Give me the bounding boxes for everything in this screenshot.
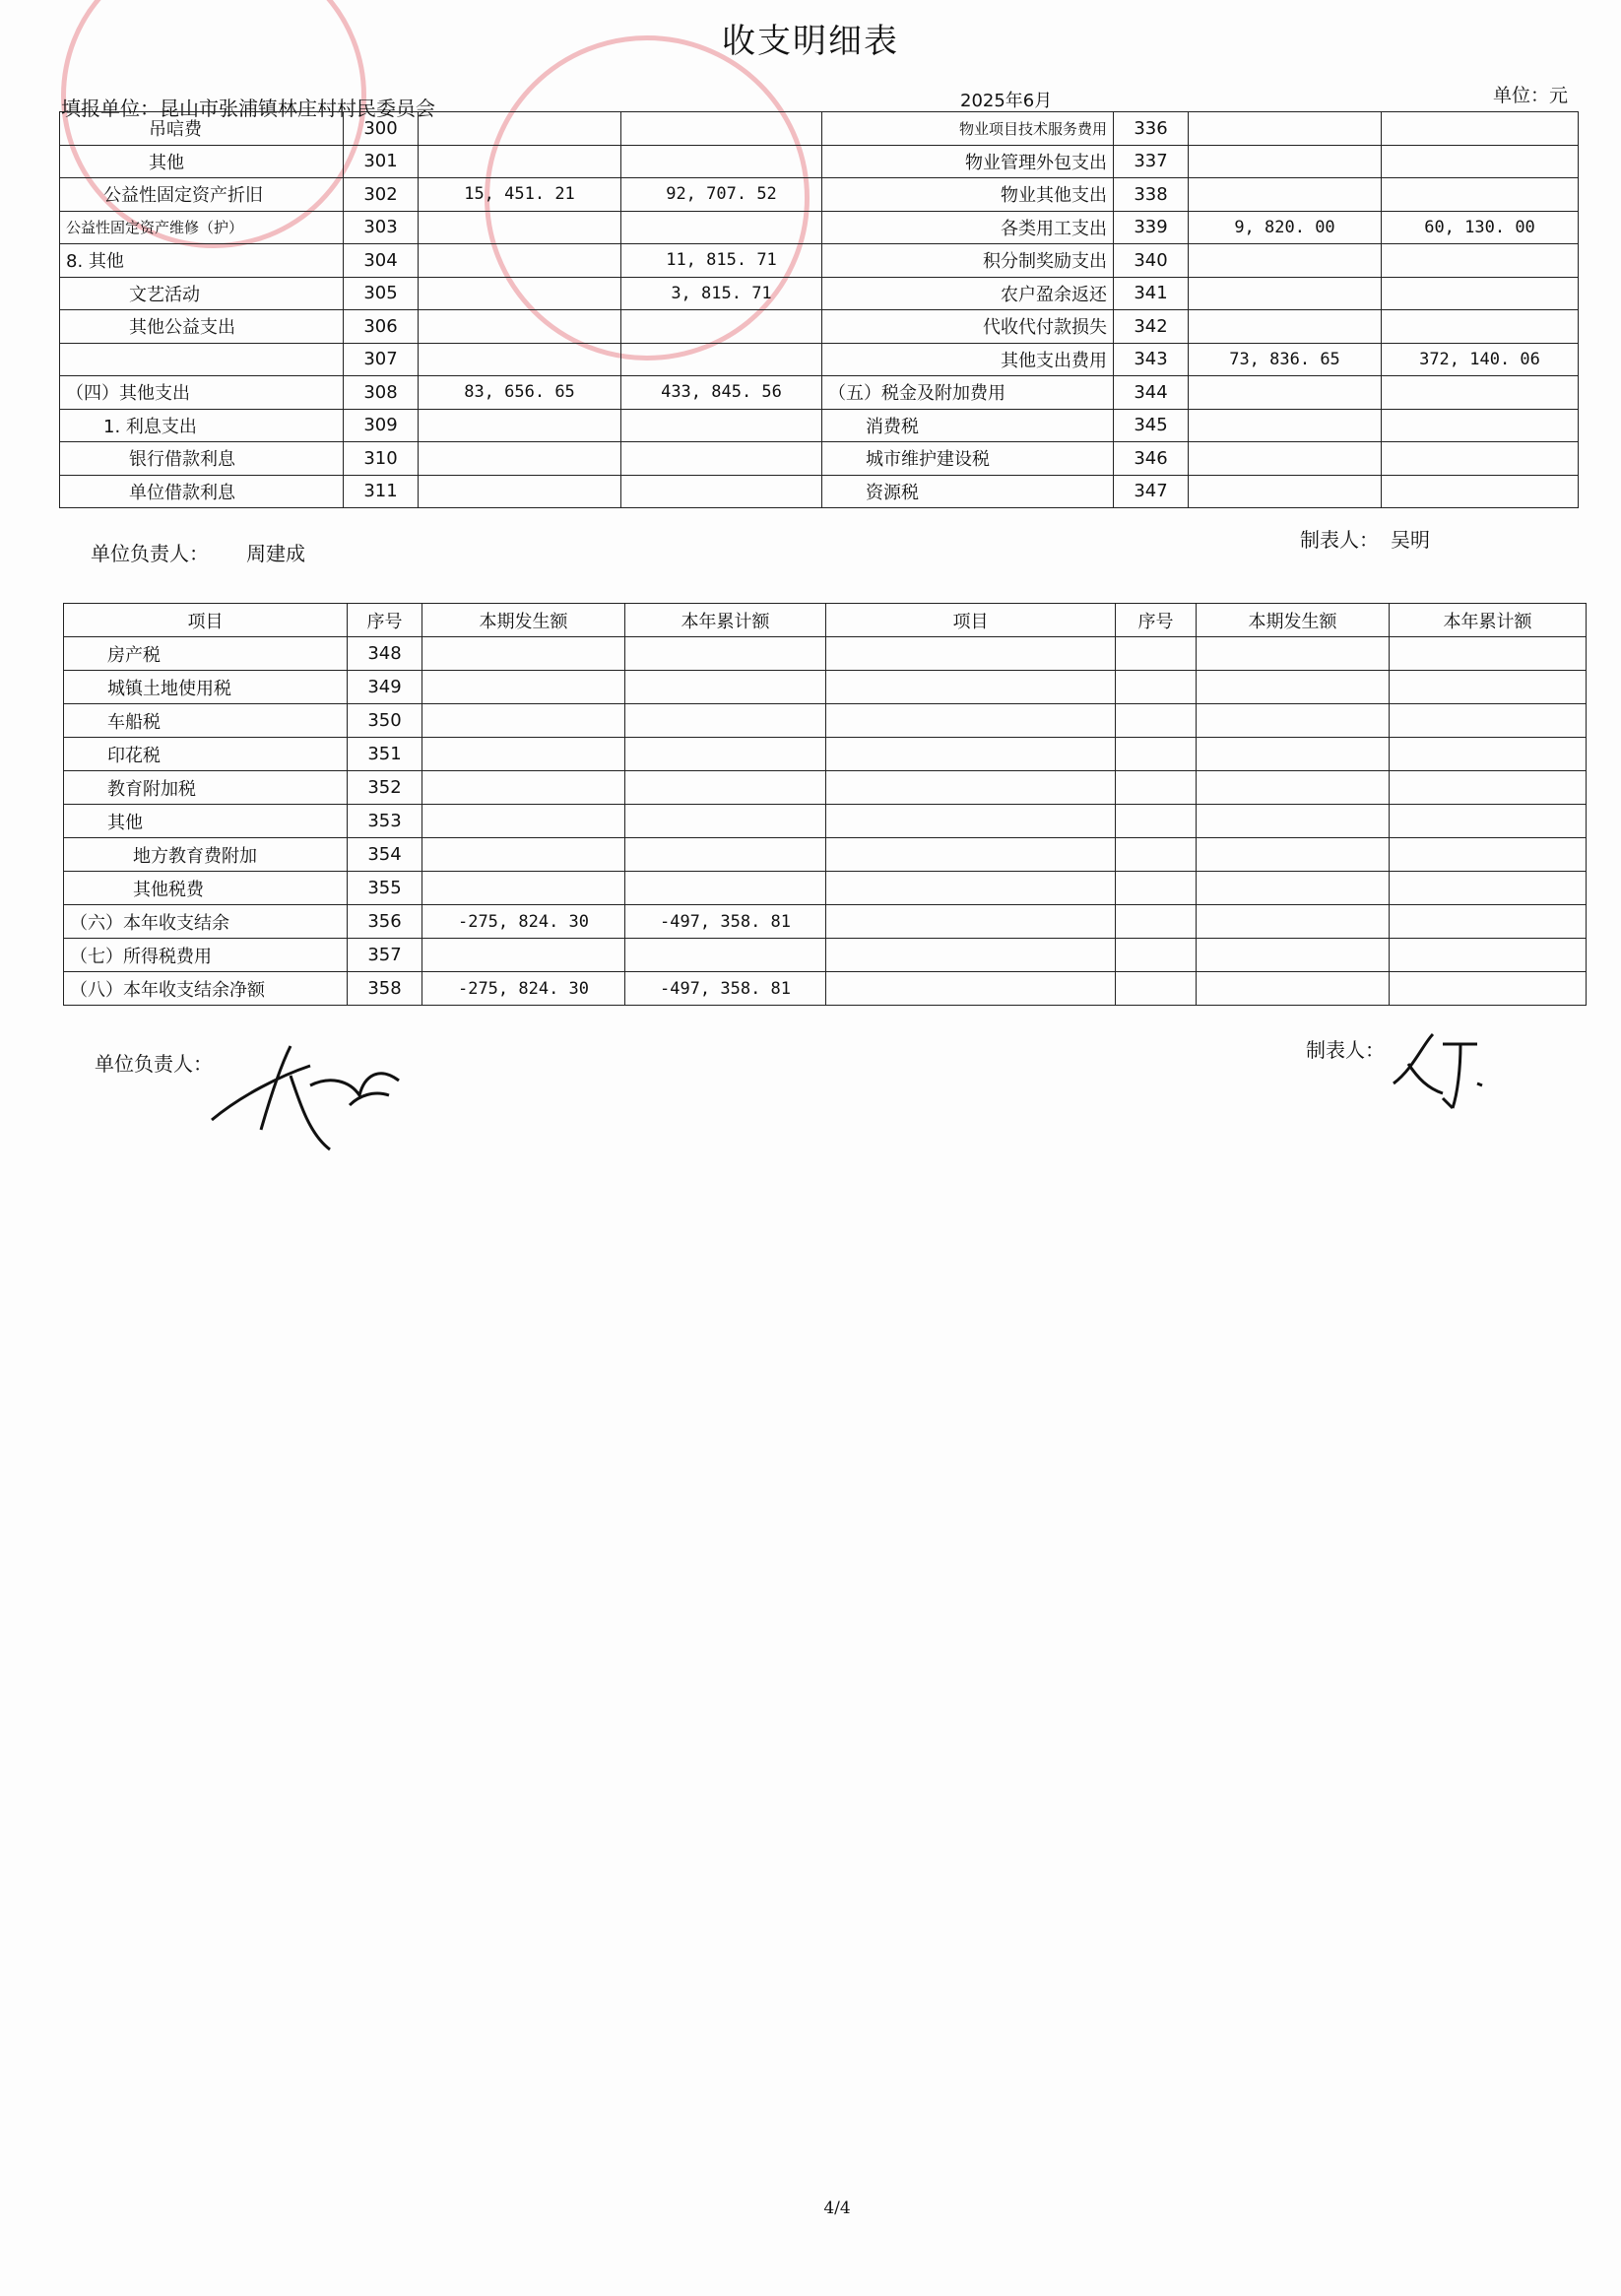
left-number-cell: 303 <box>344 211 419 244</box>
left-current-amount-cell <box>419 112 621 146</box>
current-amount-cell <box>422 939 625 972</box>
left-ytd-amount-cell <box>621 310 822 344</box>
number-cell: 351 <box>348 738 422 771</box>
expense-detail-table-top <box>59 111 1579 508</box>
item-cell: 城镇土地使用税 <box>64 671 348 704</box>
left-number-cell: 300 <box>344 112 419 146</box>
left-current-amount-cell <box>419 277 621 310</box>
empty-cell <box>1197 939 1390 972</box>
left-ytd-amount-cell <box>621 409 822 442</box>
principal-name: 周建成 <box>246 542 305 565</box>
ytd-amount-cell <box>625 738 826 771</box>
right-item-cell: 积分制奖励支出 <box>822 244 1114 278</box>
number-cell: 354 <box>348 838 422 872</box>
table-row <box>64 872 1587 905</box>
empty-cell <box>1390 838 1587 872</box>
right-current-amount-cell: 73, 836. 65 <box>1189 343 1382 376</box>
item-cell: 教育附加税 <box>64 771 348 805</box>
table-row <box>60 475 1579 508</box>
right-current-amount-cell <box>1189 277 1382 310</box>
right-item-cell: 物业管理外包支出 <box>822 145 1114 178</box>
table-row <box>64 939 1587 972</box>
current-amount-cell: -275, 824. 30 <box>422 905 625 939</box>
empty-cell <box>1116 805 1197 838</box>
left-item-cell: 其他公益支出 <box>60 310 344 344</box>
page-number: 4/4 <box>823 2198 851 2218</box>
left-number-cell: 306 <box>344 310 419 344</box>
ytd-amount-cell <box>625 704 826 738</box>
right-ytd-amount-cell <box>1382 310 1579 344</box>
empty-cell <box>826 704 1116 738</box>
left-item-cell: 其他 <box>60 145 344 178</box>
left-current-amount-cell <box>419 244 621 278</box>
right-number-cell: 339 <box>1114 211 1189 244</box>
empty-cell <box>826 939 1116 972</box>
empty-cell <box>1197 671 1390 704</box>
left-item-cell: 吊唁费 <box>60 112 344 146</box>
empty-cell <box>1390 671 1587 704</box>
left-ytd-amount-cell <box>621 442 822 476</box>
left-item-cell: （四）其他支出 <box>60 376 344 410</box>
left-ytd-amount-cell <box>621 211 822 244</box>
right-current-amount-cell <box>1189 442 1382 476</box>
left-item-cell: 公益性固定资产折旧 <box>60 178 344 212</box>
item-cell: 其他 <box>64 805 348 838</box>
left-current-amount-cell: 83, 656. 65 <box>419 376 621 410</box>
right-current-amount-cell <box>1189 145 1382 178</box>
left-ytd-amount-cell: 3, 815. 71 <box>621 277 822 310</box>
empty-cell <box>1390 771 1587 805</box>
table-row <box>64 805 1587 838</box>
ytd-amount-cell: -497, 358. 81 <box>625 972 826 1006</box>
left-ytd-amount-cell <box>621 112 822 146</box>
item-cell: 房产税 <box>64 637 348 671</box>
currency-unit: 单位：元 <box>1493 85 1569 106</box>
empty-cell <box>1116 671 1197 704</box>
right-ytd-amount-cell <box>1382 409 1579 442</box>
maker-label: 制表人： <box>1300 528 1379 552</box>
item-cell: （八）本年收支结余净额 <box>64 972 348 1006</box>
table-row <box>64 738 1587 771</box>
item-cell: 地方教育费附加 <box>64 838 348 872</box>
table-row <box>60 244 1579 278</box>
empty-cell <box>826 972 1116 1006</box>
header-ytd-right: 本年累计额 <box>1390 604 1587 637</box>
left-ytd-amount-cell: 11, 815. 71 <box>621 244 822 278</box>
current-amount-cell <box>422 704 625 738</box>
left-number-cell: 302 <box>344 178 419 212</box>
current-amount-cell <box>422 738 625 771</box>
right-number-cell: 347 <box>1114 475 1189 508</box>
table-row <box>60 277 1579 310</box>
left-number-cell: 307 <box>344 343 419 376</box>
empty-cell <box>826 805 1116 838</box>
table-row <box>60 112 1579 146</box>
right-ytd-amount-cell <box>1382 475 1579 508</box>
left-current-amount-cell <box>419 310 621 344</box>
right-current-amount-cell <box>1189 244 1382 278</box>
right-item-cell: 农户盈余返还 <box>822 277 1114 310</box>
empty-cell <box>826 671 1116 704</box>
right-item-cell: 城市维护建设税 <box>822 442 1114 476</box>
number-cell: 349 <box>348 671 422 704</box>
right-ytd-amount-cell: 60, 130. 00 <box>1382 211 1579 244</box>
table-row <box>60 211 1579 244</box>
table-row <box>64 972 1587 1006</box>
empty-cell <box>1116 838 1197 872</box>
number-cell: 356 <box>348 905 422 939</box>
empty-cell <box>826 872 1116 905</box>
empty-cell <box>1390 872 1587 905</box>
right-number-cell: 343 <box>1114 343 1189 376</box>
empty-cell <box>826 838 1116 872</box>
table-row <box>60 409 1579 442</box>
left-item-cell: 单位借款利息 <box>60 475 344 508</box>
current-amount-cell: -275, 824. 30 <box>422 972 625 1006</box>
right-number-cell: 341 <box>1114 277 1189 310</box>
header-current-right: 本期发生额 <box>1197 604 1390 637</box>
ytd-amount-cell <box>625 637 826 671</box>
right-number-cell: 344 <box>1114 376 1189 410</box>
filler-unit: 填报单位：昆山市张浦镇林庄村村民委员会 <box>61 97 435 120</box>
left-item-cell: 1. 利息支出 <box>60 409 344 442</box>
empty-cell <box>1116 704 1197 738</box>
left-number-cell: 310 <box>344 442 419 476</box>
right-number-cell: 345 <box>1114 409 1189 442</box>
right-number-cell: 342 <box>1114 310 1189 344</box>
empty-cell <box>1390 704 1587 738</box>
maker-signature <box>1384 1024 1492 1113</box>
ytd-amount-cell <box>625 838 826 872</box>
header-no: 序号 <box>348 604 422 637</box>
empty-cell <box>1390 637 1587 671</box>
empty-cell <box>826 637 1116 671</box>
empty-cell <box>1390 972 1587 1006</box>
current-amount-cell <box>422 805 625 838</box>
left-item-cell: 8. 其他 <box>60 244 344 278</box>
left-ytd-amount-cell <box>621 475 822 508</box>
table-row <box>64 704 1587 738</box>
right-item-cell: 各类用工支出 <box>822 211 1114 244</box>
right-item-cell: 代收代付款损失 <box>822 310 1114 344</box>
table-row <box>60 343 1579 376</box>
empty-cell <box>1116 972 1197 1006</box>
ytd-amount-cell <box>625 771 826 805</box>
right-ytd-amount-cell <box>1382 112 1579 146</box>
header-no-right: 序号 <box>1116 604 1197 637</box>
empty-cell <box>1116 939 1197 972</box>
table-row <box>64 637 1587 671</box>
table-row <box>60 145 1579 178</box>
left-current-amount-cell <box>419 145 621 178</box>
left-current-amount-cell <box>419 475 621 508</box>
empty-cell <box>1390 905 1587 939</box>
left-number-cell: 311 <box>344 475 419 508</box>
empty-cell <box>1197 704 1390 738</box>
current-amount-cell <box>422 838 625 872</box>
left-ytd-amount-cell <box>621 343 822 376</box>
empty-cell <box>1197 972 1390 1006</box>
right-item-cell: 资源税 <box>822 475 1114 508</box>
number-cell: 355 <box>348 872 422 905</box>
right-number-cell: 337 <box>1114 145 1189 178</box>
right-item-cell: 物业其他支出 <box>822 178 1114 212</box>
ytd-amount-cell <box>625 939 826 972</box>
empty-cell <box>1116 872 1197 905</box>
number-cell: 353 <box>348 805 422 838</box>
table-row <box>64 838 1587 872</box>
left-ytd-amount-cell: 92, 707. 52 <box>621 178 822 212</box>
table-row <box>64 671 1587 704</box>
right-item-cell: （五）税金及附加费用 <box>822 376 1114 410</box>
ytd-amount-cell: -497, 358. 81 <box>625 905 826 939</box>
empty-cell <box>1197 637 1390 671</box>
empty-cell <box>1197 738 1390 771</box>
empty-cell <box>1116 771 1197 805</box>
empty-cell <box>1116 637 1197 671</box>
right-current-amount-cell <box>1189 178 1382 212</box>
left-ytd-amount-cell <box>621 145 822 178</box>
number-cell: 348 <box>348 637 422 671</box>
left-number-cell: 301 <box>344 145 419 178</box>
right-current-amount-cell <box>1189 409 1382 442</box>
empty-cell <box>1390 805 1587 838</box>
number-cell: 357 <box>348 939 422 972</box>
left-current-amount-cell <box>419 442 621 476</box>
table-row <box>60 310 1579 344</box>
right-current-amount-cell <box>1189 310 1382 344</box>
number-cell: 358 <box>348 972 422 1006</box>
right-item-cell: 消费税 <box>822 409 1114 442</box>
current-amount-cell <box>422 771 625 805</box>
right-number-cell: 340 <box>1114 244 1189 278</box>
empty-cell <box>1197 872 1390 905</box>
left-number-cell: 305 <box>344 277 419 310</box>
left-item-cell: 公益性固定资产维修（护） <box>60 211 344 244</box>
empty-cell <box>1390 939 1587 972</box>
left-ytd-amount-cell: 433, 845. 56 <box>621 376 822 410</box>
left-current-amount-cell <box>419 343 621 376</box>
ytd-amount-cell <box>625 805 826 838</box>
right-ytd-amount-cell <box>1382 178 1579 212</box>
current-amount-cell <box>422 872 625 905</box>
report-period: 2025年6月 <box>960 91 1053 111</box>
left-item-cell <box>60 343 344 376</box>
empty-cell <box>826 771 1116 805</box>
left-number-cell: 309 <box>344 409 419 442</box>
item-cell: （七）所得税费用 <box>64 939 348 972</box>
header-item-right: 项目 <box>826 604 1116 637</box>
left-item-cell: 银行借款利息 <box>60 442 344 476</box>
empty-cell <box>1197 805 1390 838</box>
right-ytd-amount-cell <box>1382 442 1579 476</box>
table-row <box>60 376 1579 410</box>
item-cell: （六）本年收支结余 <box>64 905 348 939</box>
number-cell: 350 <box>348 704 422 738</box>
table-row <box>64 771 1587 805</box>
empty-cell <box>826 905 1116 939</box>
maker-name: 吴明 <box>1391 528 1430 552</box>
left-current-amount-cell <box>419 211 621 244</box>
left-item-cell: 文艺活动 <box>60 277 344 310</box>
empty-cell <box>1197 771 1390 805</box>
right-number-cell: 338 <box>1114 178 1189 212</box>
right-current-amount-cell: 9, 820. 00 <box>1189 211 1382 244</box>
right-ytd-amount-cell <box>1382 244 1579 278</box>
current-amount-cell <box>422 671 625 704</box>
table-row <box>60 442 1579 476</box>
current-amount-cell <box>422 637 625 671</box>
ytd-amount-cell <box>625 671 826 704</box>
empty-cell <box>826 738 1116 771</box>
item-cell: 印花税 <box>64 738 348 771</box>
empty-cell <box>1390 738 1587 771</box>
header-ytd: 本年累计额 <box>625 604 826 637</box>
right-number-cell: 346 <box>1114 442 1189 476</box>
table-row <box>60 178 1579 212</box>
number-cell: 352 <box>348 771 422 805</box>
principal-label: 单位负责人： <box>91 542 209 565</box>
principal-signature <box>202 1036 419 1154</box>
ytd-amount-cell <box>625 872 826 905</box>
right-current-amount-cell <box>1189 475 1382 508</box>
right-item-cell: 其他支出费用 <box>822 343 1114 376</box>
right-ytd-amount-cell: 372, 140. 06 <box>1382 343 1579 376</box>
right-ytd-amount-cell <box>1382 145 1579 178</box>
left-current-amount-cell <box>419 409 621 442</box>
right-current-amount-cell <box>1189 112 1382 146</box>
item-cell: 车船税 <box>64 704 348 738</box>
right-ytd-amount-cell <box>1382 277 1579 310</box>
table-row <box>64 905 1587 939</box>
empty-cell <box>1197 905 1390 939</box>
right-number-cell: 336 <box>1114 112 1189 146</box>
empty-cell <box>1116 905 1197 939</box>
right-ytd-amount-cell <box>1382 376 1579 410</box>
empty-cell <box>1116 738 1197 771</box>
right-item-cell: 物业项目技术服务费用 <box>822 112 1114 146</box>
left-number-cell: 304 <box>344 244 419 278</box>
header-item: 项目 <box>64 604 348 637</box>
page-title: 收支明细表 <box>722 22 899 61</box>
principal-label-2: 单位负责人： <box>95 1052 213 1076</box>
header-current: 本期发生额 <box>422 604 625 637</box>
empty-cell <box>1197 838 1390 872</box>
tax-detail-table-bottom <box>63 603 1587 1006</box>
left-number-cell: 308 <box>344 376 419 410</box>
item-cell: 其他税费 <box>64 872 348 905</box>
right-current-amount-cell <box>1189 376 1382 410</box>
left-current-amount-cell: 15, 451. 21 <box>419 178 621 212</box>
maker-label-2: 制表人： <box>1306 1038 1385 1062</box>
